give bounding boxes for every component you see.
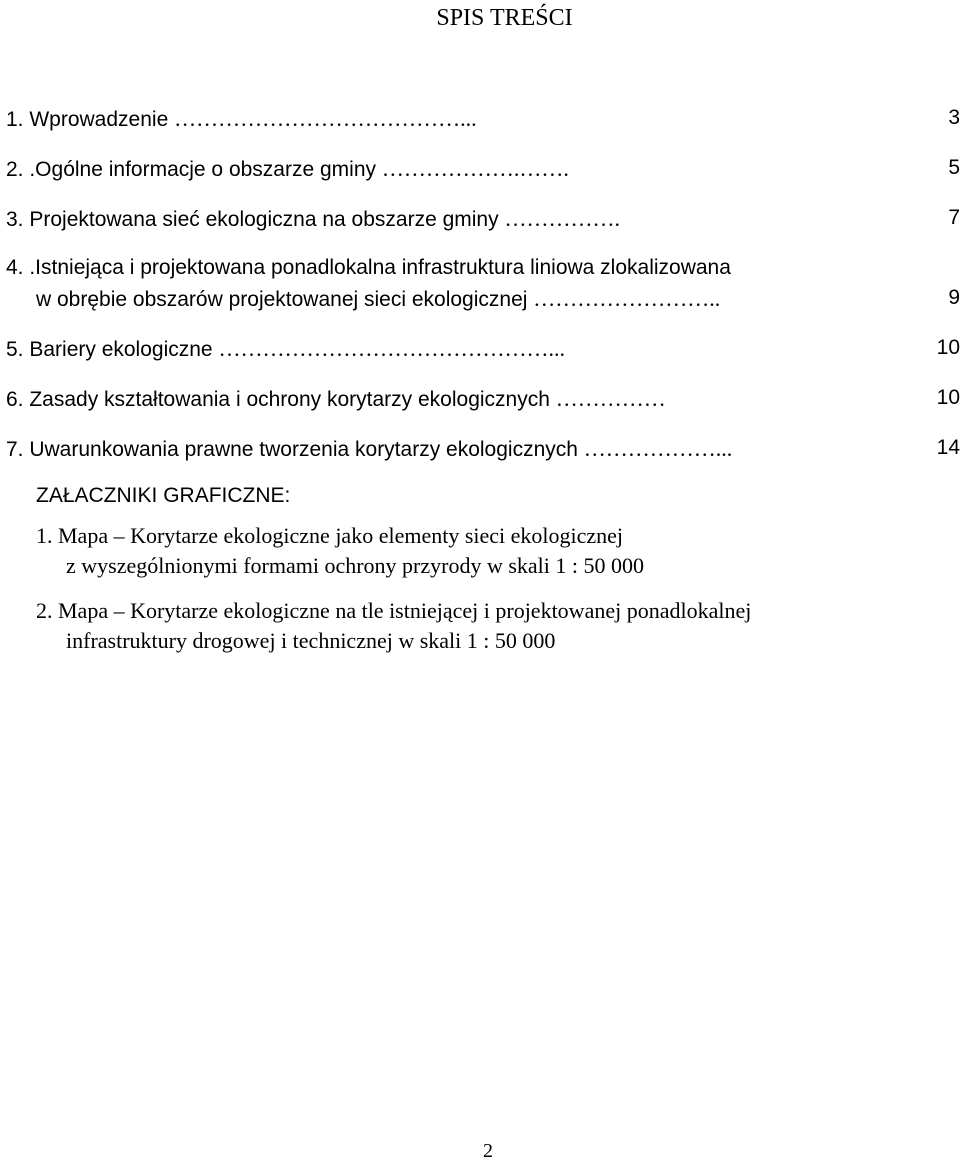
toc-entry-page: 10	[936, 386, 960, 409]
toc-entry-page: 5	[948, 156, 960, 179]
toc-entry-4	[6, 256, 960, 284]
toc-entry-leader: ……………….…….	[381, 156, 569, 181]
toc-entry-leader: ………………...	[583, 436, 733, 461]
toc-entry-text: 7. Uwarunkowania prawne tworzenia korytarzy ekologicznych	[6, 438, 584, 461]
toc-entry-text: 3. Projektowana sieć ekologiczna na obszarze gminy	[6, 208, 505, 231]
page-number: 2	[483, 1140, 493, 1162]
toc-entry-text: 6. Zasady kształtowania i ochrony korytarzy ekologicznych	[6, 388, 556, 411]
toc-entry-leader: ………………………………………...	[218, 336, 565, 361]
toc-entry-1	[6, 106, 960, 134]
toc-entry-page: 9	[948, 286, 960, 309]
toc-entry-leader: …………………………………...	[174, 106, 477, 131]
toc-entry-text: w obrębie obszarów projektowanej sieci ekologicznej	[36, 288, 534, 311]
toc-entry-4-continuation	[36, 286, 960, 314]
toc-entry-6	[6, 386, 960, 414]
toc-entry-text: 2. .Ogólne informacje o obszarze gminy	[6, 158, 382, 181]
toc-entry-text: 4. .Istniejąca i projektowana ponadlokalna infrastruktura liniowa zlokalizowana	[6, 256, 731, 279]
toc-entry-7	[6, 436, 960, 464]
attachment-2-continuation: infrastruktury drogowej i technicznej w skali 1 : 50 000	[66, 628, 556, 653]
page-title: SPIS TREŚCI	[436, 5, 573, 31]
toc-entry-2	[6, 156, 960, 184]
attachment-1: 1. Mapa – Korytarze ekologiczne jako elementy sieci ekologicznej	[36, 523, 624, 548]
toc-entry-page: 3	[948, 106, 960, 129]
toc-entry-text: 5. Bariery ekologiczne	[6, 338, 219, 361]
attachment-1-continuation: z wyszególnionymi formami ochrony przyrody w skali 1 : 50 000	[66, 553, 645, 578]
attachment-2: 2. Mapa – Korytarze ekologiczne na tle istniejącej i projektowanej ponadlokalnej	[36, 598, 752, 623]
toc-entry-page: 14	[936, 436, 960, 459]
toc-entry-3	[6, 206, 960, 234]
attachments-heading: ZAŁACZNIKI GRAFICZNE:	[36, 484, 291, 507]
toc-entry-leader: ……………	[555, 386, 666, 411]
toc-entry-5	[6, 336, 960, 364]
toc-entry-text: 1. Wprowadzenie	[6, 108, 175, 131]
toc-entry-leader: …………….	[504, 206, 620, 231]
toc-entry-page: 7	[948, 206, 960, 229]
toc-entry-leader: ……………………..	[533, 286, 721, 311]
toc-entry-page: 10	[936, 336, 960, 359]
